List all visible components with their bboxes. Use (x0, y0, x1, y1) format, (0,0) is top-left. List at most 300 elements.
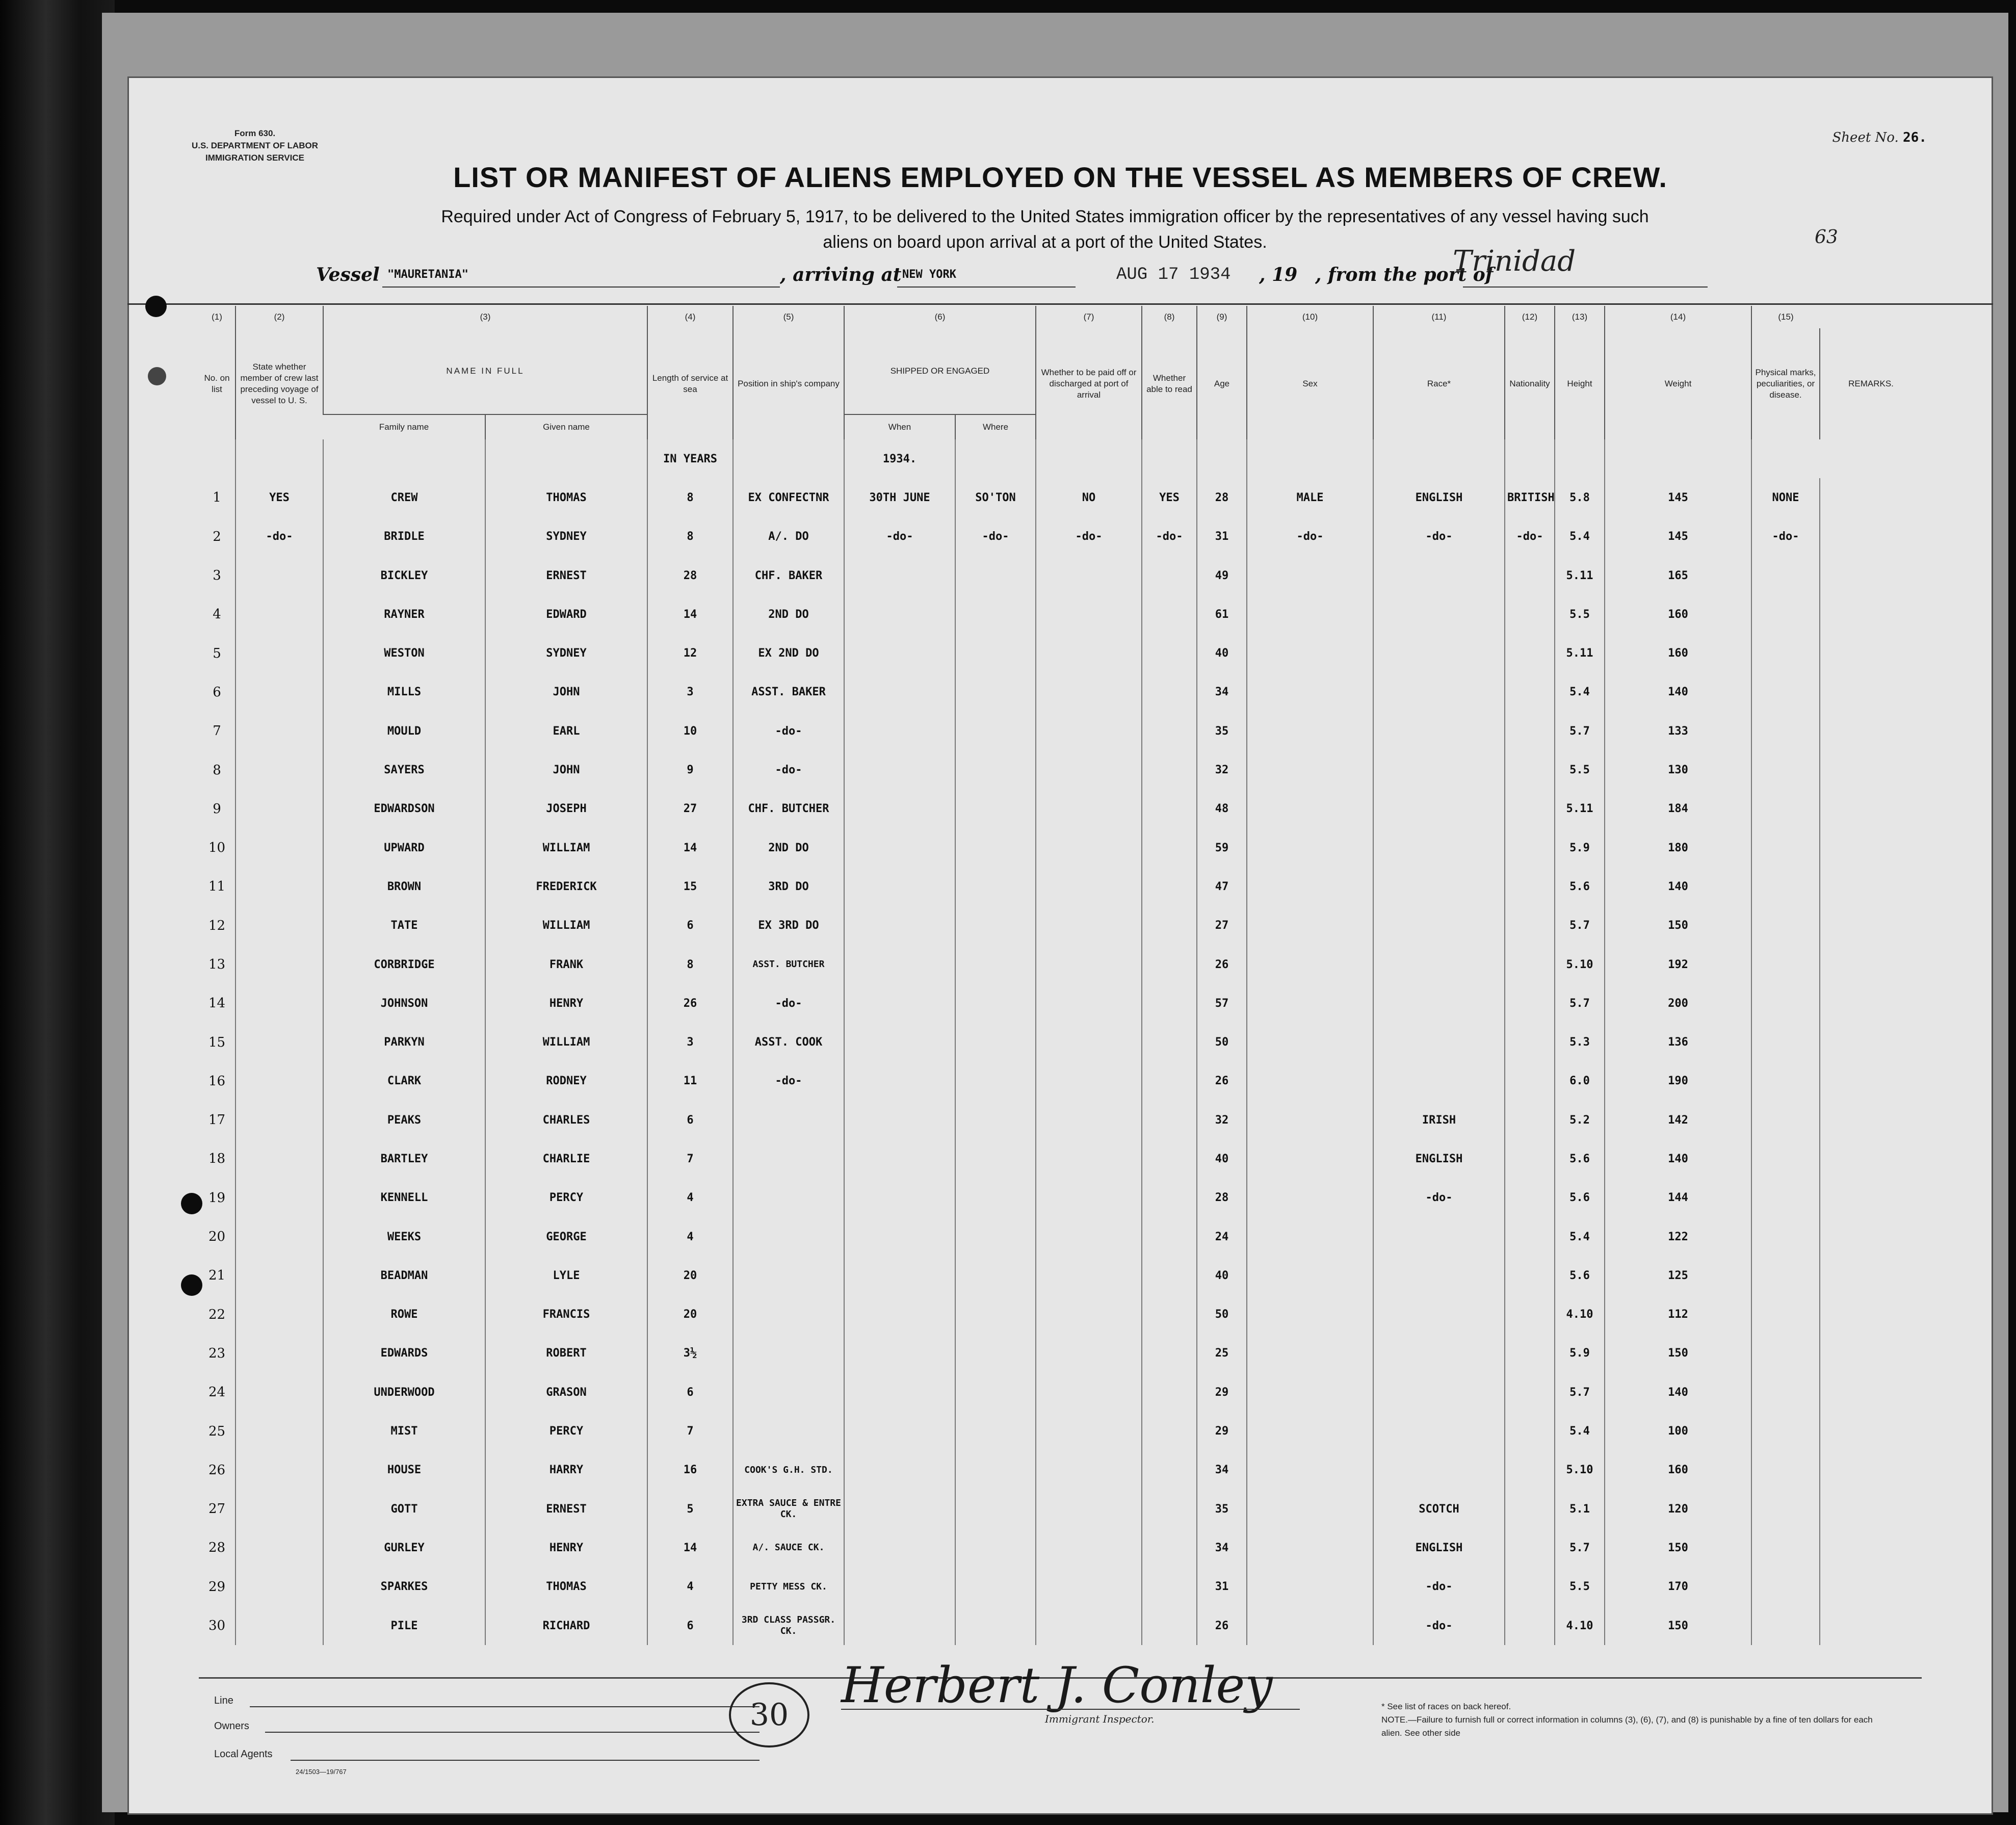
footnotes (1381, 1700, 1891, 1740)
cell-marks: NONE (1751, 478, 1820, 517)
cell-prev-voyage (235, 750, 323, 789)
cell-no: 23 (208, 1345, 226, 1361)
cell-where (955, 1528, 1036, 1567)
colnum: (4) (647, 306, 733, 328)
cell-given: WILLIAM (485, 828, 647, 867)
table-row (199, 712, 1922, 750)
cell-prev-voyage (235, 1373, 323, 1412)
cell-nationality (1505, 1179, 1555, 1217)
cell-race (1373, 673, 1505, 712)
cell-where (955, 1179, 1036, 1217)
cell-sex (1247, 984, 1373, 1023)
cell-where (955, 906, 1036, 945)
cell-paid-off (1036, 1139, 1142, 1178)
cell-read (1142, 906, 1197, 945)
cell-family: JOHNSON (323, 984, 485, 1023)
cell-age: 59 (1197, 828, 1247, 867)
cell-sex (1247, 712, 1373, 750)
cell-marks (1751, 634, 1820, 672)
inspector-label: Immigrant Inspector. (1045, 1713, 1155, 1725)
cell-when (844, 1256, 955, 1295)
cell-read (1142, 1101, 1197, 1139)
cell-family: CORBRIDGE (323, 945, 485, 984)
cell-when (844, 1101, 955, 1139)
cell-paid-off (1036, 750, 1142, 789)
cell-read (1142, 556, 1197, 595)
cell-remarks (1820, 1062, 1922, 1101)
cell-no: 26 (208, 1462, 226, 1478)
cell-given: CHARLIE (485, 1139, 647, 1178)
cell-nationality (1505, 1023, 1555, 1061)
heading-previous-voyage: State whether member of crew last preceding voyage of vessel to U. S. (235, 328, 323, 439)
cell-prev-voyage (235, 1179, 323, 1217)
cell-marks (1751, 1490, 1820, 1528)
cell-height: 5.6 (1555, 1139, 1605, 1178)
cell-age: 32 (1197, 750, 1247, 789)
cell-sex (1247, 1062, 1373, 1101)
cell-prev-voyage (235, 1295, 323, 1334)
cell-paid-off (1036, 1451, 1142, 1490)
cell-race (1373, 867, 1505, 906)
cell-age: 50 (1197, 1295, 1247, 1334)
cell-prev-voyage (235, 1606, 323, 1645)
cell-service: 3½ (647, 1334, 733, 1373)
heading-length-of-service: Length of service at sea (647, 328, 733, 439)
cell-weight: 165 (1605, 556, 1751, 595)
cell-height: 5.10 (1555, 1451, 1605, 1490)
cell-race (1373, 1217, 1505, 1256)
cell-sex (1247, 595, 1373, 634)
cell-age: 61 (1197, 595, 1247, 634)
table-row (199, 478, 1922, 517)
cell-remarks (1820, 1179, 1922, 1217)
sheet-number: 26. (1903, 130, 1927, 145)
cell-remarks (1820, 906, 1922, 945)
cell-sex (1247, 1179, 1373, 1217)
table-row (199, 1373, 1922, 1412)
cell-family: BEADMAN (323, 1256, 485, 1295)
cell-race: SCOTCH (1373, 1490, 1505, 1528)
cell-given: WILLIAM (485, 1023, 647, 1061)
cell-nationality (1505, 1412, 1555, 1450)
colnum: (7) (1036, 306, 1142, 328)
cell-no: 8 (213, 762, 221, 778)
cell-weight: 145 (1605, 478, 1751, 517)
cell-where (955, 1412, 1036, 1450)
cell-given: HARRY (485, 1451, 647, 1490)
cell-position: COOK'S G.H. STD. (733, 1451, 844, 1490)
cell-position: CHF. BAKER (733, 556, 844, 595)
cell-given: PERCY (485, 1179, 647, 1217)
cell-service: 28 (647, 556, 733, 595)
cell-given: THOMAS (485, 478, 647, 517)
cell-marks (1751, 1101, 1820, 1139)
cell-given: EARL (485, 712, 647, 750)
cell-race: ENGLISH (1373, 478, 1505, 517)
cell-height: 5.9 (1555, 1334, 1605, 1373)
cell-given: HENRY (485, 984, 647, 1023)
cell-position (733, 1101, 844, 1139)
vessel-label: Vessel (316, 264, 380, 285)
cell-race: -do- (1373, 1568, 1505, 1606)
cell-remarks (1820, 517, 1922, 556)
cell-given: LYLE (485, 1256, 647, 1295)
cell-marks (1751, 945, 1820, 984)
cell-height: 6.0 (1555, 1062, 1605, 1101)
cell-race: ENGLISH (1373, 1139, 1505, 1178)
cell-weight: 122 (1605, 1217, 1751, 1256)
cell-nationality (1505, 790, 1555, 828)
cell-sex (1247, 1528, 1373, 1567)
punch-hole (181, 1274, 202, 1296)
race-footnote: * See list of races on back hereof. (1381, 1702, 1511, 1711)
cell-family: EDWARDSON (323, 790, 485, 828)
cell-prev-voyage (235, 1528, 323, 1567)
cell-when: 30TH JUNE (844, 478, 955, 517)
cell-remarks (1820, 984, 1922, 1023)
cell-position (733, 1373, 844, 1412)
cell-marks (1751, 556, 1820, 595)
cell-remarks (1820, 1295, 1922, 1334)
cell-given: JOHN (485, 673, 647, 712)
cell-family: WESTON (323, 634, 485, 672)
table-row (199, 556, 1922, 595)
cell-race (1373, 556, 1505, 595)
cell-height: 5.7 (1555, 712, 1605, 750)
cell-age: 47 (1197, 867, 1247, 906)
cell-remarks (1820, 1217, 1922, 1256)
cell-family: RAYNER (323, 595, 485, 634)
cell-remarks (1820, 1528, 1922, 1567)
cell-height: 5.7 (1555, 984, 1605, 1023)
cell-read (1142, 634, 1197, 672)
cell-no: 6 (213, 684, 221, 700)
page-number: 63 (1815, 227, 1838, 248)
cell-marks (1751, 790, 1820, 828)
cell-given: HENRY (485, 1528, 647, 1567)
cell-race: IRISH (1373, 1101, 1505, 1139)
cell-nationality (1505, 634, 1555, 672)
cell-where: -do- (955, 517, 1036, 556)
cell-position: EX CONFECTNR (733, 478, 844, 517)
heading-sex: Sex (1247, 328, 1373, 439)
cell-nationality (1505, 828, 1555, 867)
cell-read (1142, 984, 1197, 1023)
cell-paid-off (1036, 673, 1142, 712)
colnum: (9) (1197, 306, 1247, 328)
cell-weight: 190 (1605, 1062, 1751, 1101)
cell-height: 5.6 (1555, 1179, 1605, 1217)
cell-remarks (1820, 595, 1922, 634)
cell-no: 17 (208, 1112, 226, 1128)
cell-nationality (1505, 1490, 1555, 1528)
table-row (199, 517, 1922, 556)
cell-when (844, 1373, 955, 1412)
cell-prev-voyage (235, 1101, 323, 1139)
cell-marks (1751, 1062, 1820, 1101)
cell-where (955, 750, 1036, 789)
cell-weight: 170 (1605, 1568, 1751, 1606)
cell-sex (1247, 1139, 1373, 1178)
cell-where (955, 1295, 1036, 1334)
cell-race (1373, 595, 1505, 634)
cell-prev-voyage (235, 906, 323, 945)
cell-position (733, 1256, 844, 1295)
cell-height: 5.10 (1555, 945, 1605, 984)
cell-family: PARKYN (323, 1023, 485, 1061)
cell-family: TATE (323, 906, 485, 945)
heading-physical-marks: Physical marks, peculiarities, or disease. (1751, 328, 1820, 439)
cell-where (955, 867, 1036, 906)
cell-age: 40 (1197, 1256, 1247, 1295)
cell-read (1142, 673, 1197, 712)
cell-weight: 140 (1605, 1139, 1751, 1178)
cell-position: -do- (733, 750, 844, 789)
cell-service: 3 (647, 1023, 733, 1061)
cell-service: 14 (647, 828, 733, 867)
cell-where (955, 1568, 1036, 1606)
cell-age: 34 (1197, 673, 1247, 712)
cell-family: UNDERWOOD (323, 1373, 485, 1412)
heading-race: Race* (1373, 328, 1505, 439)
table-row (199, 1490, 1922, 1528)
sheet-label: Sheet No. (1832, 130, 1899, 145)
shipped-year: 1934. (844, 439, 955, 478)
binder-post (148, 367, 166, 385)
table-row (199, 1568, 1922, 1606)
cell-race (1373, 828, 1505, 867)
cell-where (955, 1373, 1036, 1412)
cell-nationality: -do- (1505, 517, 1555, 556)
cell-where (955, 712, 1036, 750)
cell-sex (1247, 1023, 1373, 1061)
cell-weight: 184 (1605, 790, 1751, 828)
cell-nationality (1505, 945, 1555, 984)
cell-age: 57 (1197, 984, 1247, 1023)
cell-weight: 192 (1605, 945, 1751, 984)
cell-race (1373, 1062, 1505, 1101)
cell-remarks (1820, 478, 1922, 517)
cell-nationality (1505, 1373, 1555, 1412)
cell-position: EX 2ND DO (733, 634, 844, 672)
cell-given: ERNEST (485, 556, 647, 595)
heading-nationality: Nationality (1505, 328, 1555, 439)
sheet-number-field (1832, 130, 1927, 145)
cell-when (844, 790, 955, 828)
cell-height: 5.11 (1555, 634, 1605, 672)
cell-service: 10 (647, 712, 733, 750)
cell-age: 24 (1197, 1217, 1247, 1256)
heading-name-in-full: NAME IN FULL (323, 328, 647, 414)
table-row (199, 867, 1922, 906)
table-row (199, 1412, 1922, 1450)
cell-where (955, 1023, 1036, 1061)
cell-given: GRASON (485, 1373, 647, 1412)
cell-paid-off (1036, 1295, 1142, 1334)
date-stamp: AUG 17 1934 (1116, 265, 1231, 284)
cell-paid-off (1036, 906, 1142, 945)
cell-paid-off (1036, 1334, 1142, 1373)
cell-height: 5.4 (1555, 1412, 1605, 1450)
cell-sex (1247, 1295, 1373, 1334)
colnum: (11) (1373, 306, 1505, 328)
cell-position (733, 1139, 844, 1178)
cell-when (844, 945, 955, 984)
cell-height: 5.4 (1555, 673, 1605, 712)
cell-race (1373, 984, 1505, 1023)
cell-family: BROWN (323, 867, 485, 906)
cell-prev-voyage (235, 595, 323, 634)
cell-sex (1247, 1490, 1373, 1528)
cell-height: 5.11 (1555, 556, 1605, 595)
cell-remarks (1820, 1412, 1922, 1450)
cell-marks (1751, 867, 1820, 906)
cell-read (1142, 828, 1197, 867)
heading-when: When (844, 414, 955, 439)
heading-where: Where (955, 414, 1036, 439)
cell-position: -do- (733, 1062, 844, 1101)
cell-family: ROWE (323, 1295, 485, 1334)
cell-position: EX 3RD DO (733, 906, 844, 945)
cell-age: 31 (1197, 517, 1247, 556)
cell-position (733, 1179, 844, 1217)
cell-age: 35 (1197, 1490, 1247, 1528)
cell-height: 4.10 (1555, 1606, 1605, 1645)
cell-service: 6 (647, 906, 733, 945)
cell-read (1142, 1451, 1197, 1490)
cell-sex (1247, 673, 1373, 712)
cell-read (1142, 867, 1197, 906)
cell-where (955, 595, 1036, 634)
cell-prev-voyage (235, 945, 323, 984)
cell-no: 30 (208, 1618, 226, 1634)
cell-paid-off (1036, 984, 1142, 1023)
cell-when (844, 1179, 955, 1217)
cell-no: 21 (208, 1268, 226, 1284)
table-row (199, 1179, 1922, 1217)
cell-height: 5.5 (1555, 1568, 1605, 1606)
cell-when: -do- (844, 517, 955, 556)
cell-where (955, 1139, 1036, 1178)
cell-weight: 100 (1605, 1412, 1751, 1450)
cell-when (844, 984, 955, 1023)
cell-where (955, 1101, 1036, 1139)
cell-marks (1751, 1412, 1820, 1450)
cell-no: 2 (213, 529, 221, 544)
cell-service: 6 (647, 1606, 733, 1645)
page-title: LIST OR MANIFEST OF ALIENS EMPLOYED ON THE VESSEL AS MEMBERS OF CREW. (453, 161, 1667, 193)
cell-read (1142, 1412, 1197, 1450)
cell-position: -do- (733, 984, 844, 1023)
cell-given: RODNEY (485, 1062, 647, 1101)
cell-given: RICHARD (485, 1606, 647, 1645)
cell-remarks (1820, 1490, 1922, 1528)
cell-paid-off (1036, 790, 1142, 828)
table-row (199, 906, 1922, 945)
cell-age: 50 (1197, 1023, 1247, 1061)
cell-where (955, 790, 1036, 828)
cell-read (1142, 750, 1197, 789)
cell-nationality (1505, 906, 1555, 945)
cell-when (844, 1528, 955, 1567)
cell-where (955, 1217, 1036, 1256)
cell-given: EDWARD (485, 595, 647, 634)
cell-read (1142, 945, 1197, 984)
cell-race (1373, 1295, 1505, 1334)
cell-read (1142, 1490, 1197, 1528)
cell-remarks (1820, 1023, 1922, 1061)
cell-when (844, 595, 955, 634)
cell-marks: -do- (1751, 517, 1820, 556)
cell-family: CREW (323, 478, 485, 517)
table-row (199, 1295, 1922, 1334)
cell-service: 26 (647, 984, 733, 1023)
cell-age: 40 (1197, 634, 1247, 672)
cell-sex (1247, 790, 1373, 828)
cell-remarks (1820, 634, 1922, 672)
cell-read: YES (1142, 478, 1197, 517)
cell-remarks (1820, 1606, 1922, 1645)
colnum: (12) (1505, 306, 1555, 328)
cell-race: -do- (1373, 517, 1505, 556)
cell-age: 28 (1197, 1179, 1247, 1217)
cell-service: 15 (647, 867, 733, 906)
cell-age: 49 (1197, 556, 1247, 595)
cell-remarks (1820, 867, 1922, 906)
cell-prev-voyage (235, 790, 323, 828)
table-row (199, 828, 1922, 867)
cell-race (1373, 1373, 1505, 1412)
cell-no: 20 (208, 1229, 226, 1245)
cell-nationality (1505, 1568, 1555, 1606)
cell-weight: 144 (1605, 1179, 1751, 1217)
cell-race: -do- (1373, 1179, 1505, 1217)
cell-remarks (1820, 790, 1922, 828)
cell-weight: 140 (1605, 1373, 1751, 1412)
cell-height: 5.8 (1555, 478, 1605, 517)
cell-read (1142, 595, 1197, 634)
cell-nationality (1505, 673, 1555, 712)
cell-weight: 200 (1605, 984, 1751, 1023)
cell-sex (1247, 1606, 1373, 1645)
cell-read (1142, 1062, 1197, 1101)
cell-height: 5.4 (1555, 1217, 1605, 1256)
cell-service: 4 (647, 1568, 733, 1606)
table-row (199, 1334, 1922, 1373)
cell-where (955, 1062, 1036, 1101)
cell-age: 26 (1197, 1606, 1247, 1645)
cell-prev-voyage (235, 1139, 323, 1178)
cell-when (844, 1606, 955, 1645)
crew-table (199, 306, 1922, 1645)
cell-weight: 150 (1605, 1334, 1751, 1373)
cell-no: 16 (208, 1073, 226, 1089)
page-subtitle (285, 204, 1804, 255)
cell-read (1142, 790, 1197, 828)
cell-prev-voyage (235, 984, 323, 1023)
cell-prev-voyage (235, 1451, 323, 1490)
circled-count: 30 (729, 1682, 809, 1748)
cell-nationality (1505, 867, 1555, 906)
cell-service: 4 (647, 1179, 733, 1217)
cell-prev-voyage (235, 1062, 323, 1101)
cell-family: EDWARDS (323, 1334, 485, 1373)
cell-marks (1751, 906, 1820, 945)
cell-sex (1247, 1451, 1373, 1490)
subtitle-line-1: Required under Act of Congress of February 5, 1917, to be delivered to the United States immigration officer by the representatives of any vessel having such (441, 207, 1649, 226)
cell-position: A/. DO (733, 517, 844, 556)
cell-no: 19 (208, 1190, 226, 1206)
